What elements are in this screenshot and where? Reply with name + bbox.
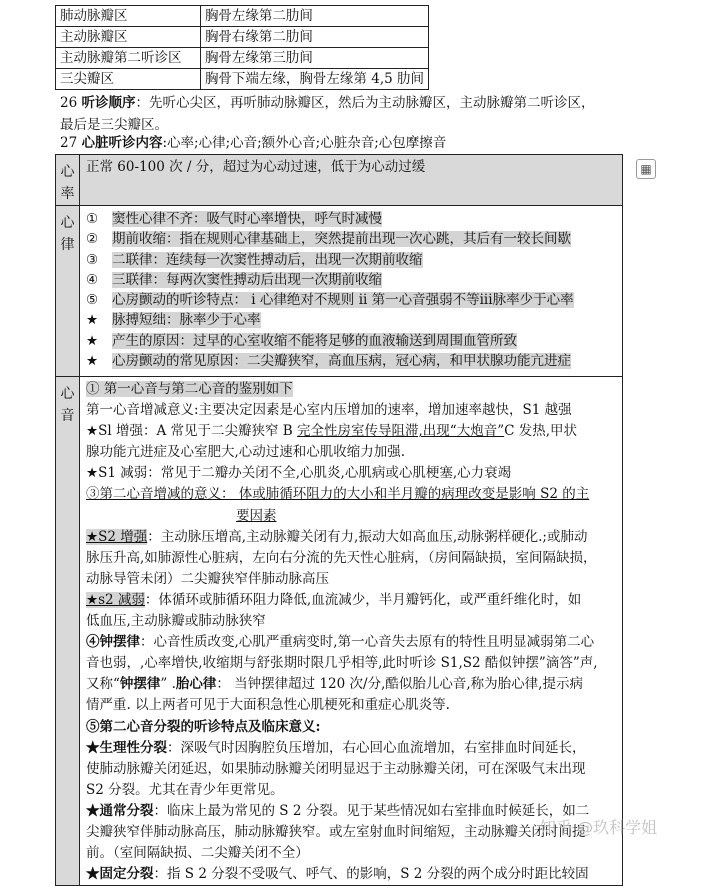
rhythm-line-marker: ⑤ xyxy=(86,292,99,309)
sound-line xyxy=(86,801,616,822)
para-26-text2: 最后是三尖瓣区。 xyxy=(60,117,168,133)
area-row xyxy=(56,27,429,48)
rhythm-line xyxy=(86,229,616,249)
watermark: 知乎 @玖科学姐 xyxy=(540,818,658,837)
sound-line-text: ① 第一心音与第二心音的鉴别如下 xyxy=(86,381,293,397)
rhythm-line-text: 心房颤动的常见原因：二尖瓣狭窄，高血压病，冠心病，和甲状腺功能亢进症 xyxy=(112,353,571,370)
rhythm-side xyxy=(56,206,80,377)
area-name-cell: 主动脉瓣区 xyxy=(56,27,201,48)
rhythm-line-text: 期前收缩：指在规则心律基础上，突然提前出现一次心跳，其后有一较长间歇 xyxy=(112,231,571,248)
area-name-cell: 三尖瓣区 xyxy=(56,69,201,90)
para-27-num: 27 xyxy=(60,135,82,151)
rate-row xyxy=(56,155,623,206)
para-26 xyxy=(60,92,594,136)
rhythm-line-marker: ★ xyxy=(86,332,99,349)
sound-line: S2 分裂。尤其在青少年更常见。 xyxy=(86,781,284,798)
area-row xyxy=(56,6,429,27)
rate-side xyxy=(56,155,80,206)
sound-line-text: ★S2 增强 xyxy=(86,528,148,545)
sound-line xyxy=(86,590,616,611)
rhythm-line xyxy=(86,209,616,229)
sound-line: ⑤第二心音分裂的听诊特点及临床意义: xyxy=(86,718,321,735)
rhythm-line-marker: ★ xyxy=(86,353,99,370)
sound-line-underline: 完全性房室传导阻滞,出现“大炮音” xyxy=(297,423,505,440)
sound-line-text: ：深吸气时因胸腔负压增加，右心回心血流增加，右室排血时间延长， xyxy=(167,739,586,756)
area-row xyxy=(56,69,429,90)
sound-line-text: 又称“ xyxy=(86,676,120,693)
sound-line: 音也弱，,心率增快,收缩期与舒张期时限几乎相等,此时听诊 S1,S2 酷似钟摆”滴答”声, xyxy=(86,655,598,672)
rhythm-line xyxy=(86,270,616,290)
rhythm-line-marker: ④ xyxy=(86,271,99,288)
sound-line: 低血压,主动脉瓣或肺动脉狭窄 xyxy=(86,613,266,630)
sound-line: 尖瓣狭窄伴肺动脉高压，肺动脉瓣狭窄。或左室射血时间缩短，主动脉瓣关闭时间提 xyxy=(86,823,586,840)
area-name-cell: 主动脉瓣第二听诊区 xyxy=(56,48,201,69)
para-27 xyxy=(60,132,446,154)
rhythm-line-marker: ★ xyxy=(86,312,99,329)
sound-line xyxy=(86,864,616,885)
sound-line-text: ：心音性质改变,心肌严重病变时,第一心音失去原有的特性且明显减弱第二心 xyxy=(140,634,595,651)
sound-line xyxy=(86,527,616,548)
rhythm-line-marker: ③ xyxy=(86,251,99,268)
rhythm-line-marker: ② xyxy=(86,231,99,248)
area-name-cell: 肺动脉瓣区 xyxy=(56,6,201,27)
sound-line-text: C 发热,甲状 xyxy=(504,423,578,440)
rhythm-line-text: 三联律：每两次窦性搏动后出现一次期前收缩 xyxy=(112,271,382,288)
rate-content xyxy=(80,155,623,206)
sound-row xyxy=(56,377,623,886)
sound-line: 前。（室间隔缺损、二尖瓣关闭不全） xyxy=(86,845,309,862)
sound-line-bold: ★生理性分裂 xyxy=(86,739,167,756)
rate-side-char: 心 xyxy=(60,164,75,180)
rhythm-side-char: 律 xyxy=(60,237,75,253)
sound-line-text: ：体循环或肺循环阻力降低,血流减少，半月瓣钙化，或严重纤维化时，如 xyxy=(144,591,582,608)
rhythm-line xyxy=(86,290,616,310)
sound-line-text: ：主动脉压增高,主动脉瓣关闭有力,振动大如高血压,动脉粥样硬化.;或肺动 xyxy=(147,528,588,545)
para-27-label: 心脏听诊内容 xyxy=(81,135,163,151)
rhythm-line xyxy=(86,310,616,330)
sound-line-text: ★Sl 增强：A 常见于二尖瓣狭窄 B xyxy=(86,423,298,440)
para-27-text: :心率;心律;心音;额外心音;心脏杂音;心包摩擦音 xyxy=(162,135,447,151)
sound-line xyxy=(86,379,616,400)
sound-line-bold: 胎心律 xyxy=(175,676,217,693)
area-row xyxy=(56,48,429,69)
sound-line xyxy=(86,421,616,442)
rhythm-line-text: 产生的原因：过早的心室收缩不能将足够的血液输送到周围血管所致 xyxy=(112,332,517,349)
sound-line-bold: ④钟摆律 xyxy=(86,634,140,651)
rhythm-line xyxy=(86,250,616,270)
rhythm-line xyxy=(86,331,616,351)
auscultation-content-table xyxy=(55,154,623,886)
sound-line: 第一心音增减意义:主要决定因素是心室内压增加的速率，增加速率越快，S1 越强 xyxy=(86,402,572,419)
sound-line-text: ： 当钟摆律超过 120 次/分,酷似胎儿心音,称为胎心律,提示病 xyxy=(216,676,583,693)
sound-side-char: 音 xyxy=(60,408,75,424)
rhythm-side-char: 心 xyxy=(60,215,75,231)
auscultation-area-table xyxy=(55,5,429,90)
rhythm-line-text: 二联律：连续每一次窦性搏动后，出现一次期前收缩 xyxy=(112,251,423,268)
para-26-num: 26 xyxy=(60,95,82,111)
area-location-cell: 胸骨下端左缘，胸骨左缘第 4,5 肋间 xyxy=(200,69,428,90)
sound-line: 要因素 xyxy=(236,507,277,524)
area-location-cell: 胸骨左缘第二肋间 xyxy=(200,6,428,27)
sound-side xyxy=(56,377,80,886)
sound-content xyxy=(80,377,623,886)
sound-line: 情严重. 以上两者可见于大面积急性心肌梗死和重症心肌炎等. xyxy=(86,697,450,714)
rhythm-line-text: 窦性心律不齐：吸气时心率增快，呼气时减慢 xyxy=(112,211,382,227)
rate-side-char: 率 xyxy=(60,186,75,202)
sound-line-bold: ★固定分裂 xyxy=(86,866,154,883)
sound-line: 腺功能亢进症及心室肥大,心动过速和心肌收缩力加强. xyxy=(86,444,406,461)
sound-line: ★S1 减弱：常见于二瓣办关闭不全,心肌炎,心肌病或心肌梗塞,心力衰竭 xyxy=(86,465,512,482)
table-grid-icon[interactable]: ▦ xyxy=(636,159,656,179)
sound-line: 脉压升高,如肺源性心脏病，左向右分流的先天性心脏病，（房间隔缺损，室间隔缺损， xyxy=(86,549,597,566)
sound-line: 动脉导管未闭）二尖瓣狭窄伴肺动脉高压 xyxy=(86,570,329,587)
sound-side-char: 心 xyxy=(60,386,75,402)
area-location-cell: 胸骨右缘第二肋间 xyxy=(200,27,428,48)
sound-line-text: ” . xyxy=(160,676,176,693)
para-26-text1: ：先听心尖区，再听肺动脉瓣区，然后为主动脉瓣区，主动脉瓣第二听诊区， xyxy=(135,95,595,111)
sound-line: 使肺动脉瓣关闭延迟，如果肺动脉瓣关闭明显迟于主动脉瓣关闭，可在深吸气末出现 xyxy=(86,760,586,777)
sound-line-bold: 钟摆律 xyxy=(119,676,161,693)
rhythm-line-marker: ① xyxy=(86,211,99,227)
sound-line-text: ：指 S 2 分裂不受吸气、呼气、的影响，S 2 分裂的两个成分时距比较固 xyxy=(153,866,589,883)
sound-line xyxy=(86,632,616,653)
sound-line-text: ：临床上最为常见的 S 2 分裂。见于某些情况如右室排血时候延长，如二 xyxy=(153,802,590,819)
rhythm-line-text: 脉搏短绌：脉率少于心率 xyxy=(112,312,261,329)
area-location-cell: 胸骨左缘第三肋间 xyxy=(200,48,428,69)
rhythm-line xyxy=(86,351,616,371)
sound-line-bold: ★通常分裂 xyxy=(86,802,154,819)
rhythm-line-text: 心房颤动的听诊特点： i 心律绝对不规则 ii 第一心音强弱不等iii脉率少于心率 xyxy=(112,292,574,309)
rhythm-content xyxy=(80,206,623,377)
sound-line: ③第二心音增减的意义： 体或肺循环阻力的大小和半月瓣的病理改变是影响 S2 的主 xyxy=(86,486,590,503)
para-26-label: 听诊顺序 xyxy=(81,95,136,111)
sound-line xyxy=(86,674,616,695)
rhythm-row xyxy=(56,206,623,377)
rate-text: 正常 60-100 次 / 分，超过为心动过速，低于为心动过缓 xyxy=(86,159,426,175)
sound-line-text: ★s2 减弱 xyxy=(86,591,145,608)
sound-line xyxy=(86,738,616,759)
